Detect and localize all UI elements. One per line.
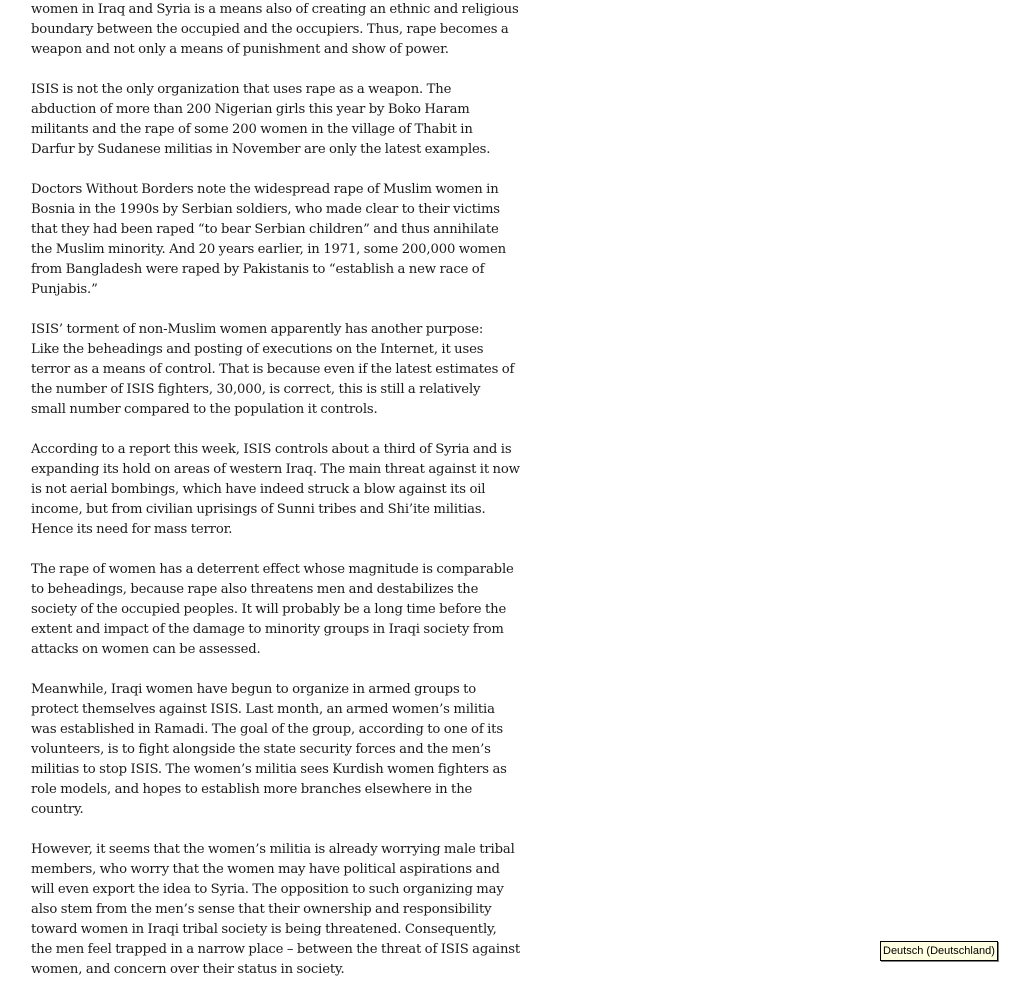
paragraph-line: volunteers, is to fight alongside the state security forces and the men’s xyxy=(31,742,491,757)
paragraph-line: toward women in Iraqi tribal society is being threatened. Consequently, xyxy=(31,922,497,937)
article-paragraph xyxy=(31,440,520,540)
article-paragraph xyxy=(31,560,514,660)
paragraph-line: Bosnia in the 1990s by Serbian soldiers, who made clear to their victims xyxy=(31,202,500,217)
paragraph-line: The rape of women has a deterrent effect whose magnitude is comparable xyxy=(31,562,514,577)
paragraph-line: However, it seems that the women’s militia is already worrying male tribal xyxy=(31,842,515,857)
language-tooltip: Deutsch (Deutschland) xyxy=(880,941,998,961)
article-body xyxy=(31,0,521,988)
article-paragraph xyxy=(31,320,515,420)
paragraph-line: small number compared to the population it controls. xyxy=(31,402,378,417)
paragraph-line: militants and the rape of some 200 women in the village of Thabit in xyxy=(31,122,473,137)
paragraph-line: Darfur by Sudanese militias in November are only the latest examples. xyxy=(31,142,491,157)
paragraph-line: extent and impact of the damage to minority groups in Iraqi society from xyxy=(31,622,504,637)
paragraph-line: women, and concern over their status in society. xyxy=(31,962,345,977)
paragraph-line: from Bangladesh were raped by Pakistanis to “establish a new race of xyxy=(31,262,485,277)
paragraph-line: will even export the idea to Syria. The opposition to such organizing may xyxy=(31,882,504,897)
article-paragraph xyxy=(31,840,521,980)
paragraph-line: militias to stop ISIS. The women’s militia sees Kurdish women fighters as xyxy=(31,762,507,777)
paragraph-line: attacks on women can be assessed. xyxy=(31,642,261,657)
paragraph-line: boundary between the occupied and the occupiers. Thus, rape becomes a xyxy=(31,22,509,37)
paragraph-line: abduction of more than 200 Nigerian girls this year by Boko Haram xyxy=(31,102,470,117)
paragraph-line: to beheadings, because rape also threatens men and destabilizes the xyxy=(31,582,479,597)
paragraph-line: the number of ISIS fighters, 30,000, is correct, this is still a relatively xyxy=(31,382,481,397)
paragraph-line: members, who worry that the women may have political aspirations and xyxy=(31,862,500,877)
paragraph-line: is not aerial bombings, which have indeed struck a blow against its oil xyxy=(31,482,486,497)
paragraph-line: role models, and hopes to establish more branches elsewhere in the xyxy=(31,782,473,797)
paragraph-line: ISIS’ torment of non-Muslim women apparently has another purpose: xyxy=(31,322,484,337)
paragraph-line: According to a report this week, ISIS controls about a third of Syria and is xyxy=(31,442,512,457)
paragraph-line: Meanwhile, Iraqi women have begun to organize in armed groups to xyxy=(31,682,477,697)
paragraph-line: was established in Ramadi. The goal of the group, according to one of its xyxy=(31,722,503,737)
paragraph-line: Hence its need for mass terror. xyxy=(31,522,233,537)
paragraph-line: expanding its hold on areas of western Iraq. The main threat against it now xyxy=(31,462,520,477)
paragraph-line: that they had been raped “to bear Serbian children” and thus annihilate xyxy=(31,222,499,237)
paragraph-line: income, but from civilian uprisings of Sunni tribes and Shi’ite militias. xyxy=(31,502,486,517)
paragraph-line: ISIS is not the only organization that uses rape as a weapon. The xyxy=(31,82,452,97)
article-paragraph xyxy=(31,180,507,300)
article-paragraph xyxy=(31,80,501,160)
paragraph-line: the Muslim minority. And 20 years earlier, in 1971, some 200,000 women xyxy=(31,242,507,257)
paragraph-line: also stem from the men’s sense that their ownership and responsibility xyxy=(31,902,492,917)
article-paragraph xyxy=(31,680,507,820)
paragraph-line: Punjabis.” xyxy=(31,282,98,297)
paragraph-line: country. xyxy=(31,802,84,817)
paragraph-line: weapon and not only a means of punishment and show of power. xyxy=(31,42,449,57)
paragraph-line: protect themselves against ISIS. Last month, an armed women’s militia xyxy=(31,702,495,717)
paragraph-line: Like the beheadings and posting of executions on the Internet, it uses xyxy=(31,342,484,357)
article-paragraph xyxy=(31,0,519,60)
paragraph-line: society of the occupied peoples. It will probably be a long time before the xyxy=(31,602,507,617)
paragraph-line: the men feel trapped in a narrow place – between the threat of ISIS against xyxy=(31,942,521,957)
paragraph-line: terror as a means of control. That is because even if the latest estimates of xyxy=(31,362,515,377)
paragraph-line: women in Iraq and Syria is a means also of creating an ethnic and religious xyxy=(31,2,519,17)
paragraph-line: Doctors Without Borders note the widespread rape of Muslim women in xyxy=(31,182,499,197)
